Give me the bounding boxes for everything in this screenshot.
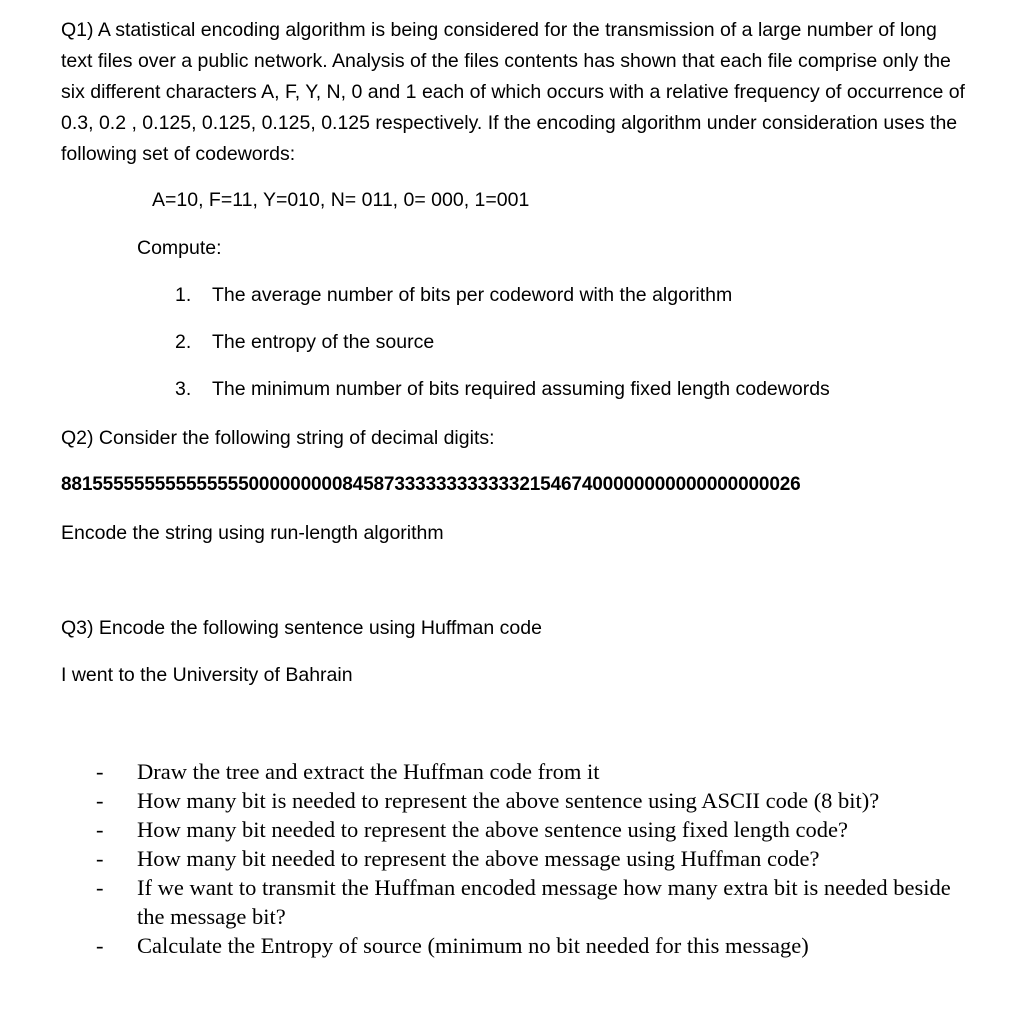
q2-instruction: Encode the string using run-length algorithm: [61, 522, 444, 544]
list-item-text: Calculate the Entropy of source (minimum no bit needed for this message): [137, 933, 809, 958]
list-item-text: How many bit is needed to represent the above sentence using ASCII code (8 bit)?: [137, 788, 880, 813]
list-item: [96, 931, 966, 960]
dash-bullet: -: [96, 875, 104, 900]
q3-question-text: Q3) Encode the following sentence using Huffman code: [61, 617, 542, 639]
list-item: [96, 873, 966, 931]
list-item-text: The average number of bits per codeword with the algorithm: [212, 284, 733, 306]
q2-digit-string: 88155555555555555500000000084587333333333333215467400000000000000000026: [61, 474, 801, 495]
list-item-text: How many bit needed to represent the above sentence using fixed length code?: [137, 817, 849, 842]
list-item-text: How many bit needed to represent the above message using Huffman code?: [137, 846, 820, 871]
list-item: [96, 844, 966, 873]
list-item: [175, 328, 830, 375]
dash-bullet: -: [96, 846, 104, 871]
list-item: [96, 815, 966, 844]
q3-task-list: [96, 757, 966, 960]
list-item: [175, 375, 830, 422]
list-item: [96, 757, 966, 786]
list-item-text: The entropy of the source: [212, 331, 435, 353]
list-item-text: Draw the tree and extract the Huffman code from it: [137, 759, 600, 784]
q1-codewords: A=10, F=11, Y=010, N= 011, 0= 000, 1=001: [152, 189, 530, 211]
list-item: [175, 281, 830, 328]
list-item-text: If we want to transmit the Huffman encoded message how many extra bit is needed beside the message bit?: [137, 875, 951, 929]
dash-bullet: -: [96, 817, 104, 842]
q3-sentence: I went to the University of Bahrain: [61, 664, 353, 686]
list-item-text: The minimum number of bits required assuming fixed length codewords: [212, 378, 830, 400]
list-item-number: 3.: [175, 378, 192, 400]
list-item-number: 2.: [175, 331, 192, 353]
dash-bullet: -: [96, 788, 104, 813]
q1-task-list: [175, 281, 830, 422]
q1-compute-label: Compute:: [137, 237, 222, 259]
dash-bullet: -: [96, 933, 104, 958]
q1-question-text: Q1) A statistical encoding algorithm is being considered for the transmission of a large number of long text files over a public network. Analysis of the files contents has shown that each file comprise only the six different characters A, F, Y, N, 0 and 1 each of which occurs with a relative frequency of occurrence of 0.3, 0.2 , 0.125, 0.125, 0.125, 0.125 respectively. If the encoding algorithm under consideration uses the following set of codewords:: [61, 19, 965, 165]
dash-bullet: -: [96, 759, 104, 784]
list-item: [96, 786, 966, 815]
q2-question-text: Q2) Consider the following string of decimal digits:: [61, 427, 495, 449]
list-item-number: 1.: [175, 284, 192, 306]
